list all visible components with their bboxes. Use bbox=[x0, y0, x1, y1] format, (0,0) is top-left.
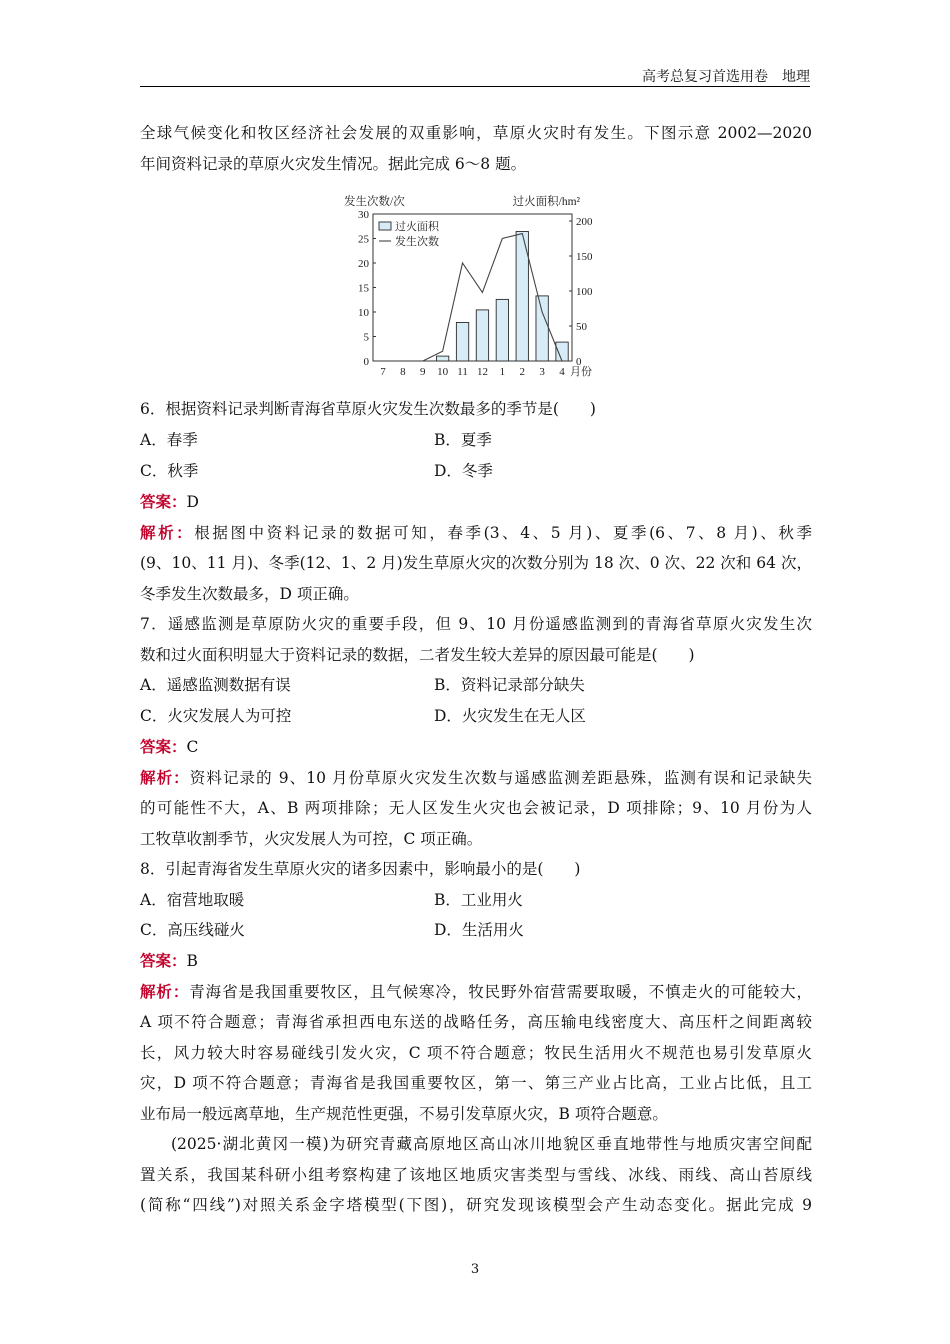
q8-solution bbox=[140, 946, 812, 1129]
q8-analysis-line: 长，风力较大时容易碰线引发火灾，C 项不符合题意；牧民生活用火不规范也易引发草原火 bbox=[140, 1043, 812, 1062]
q7-option-a[interactable]: A．遥感监测数据有误 bbox=[140, 676, 291, 694]
question-6 bbox=[140, 394, 812, 425]
area-bar bbox=[496, 299, 508, 361]
legend-area-label: 过火面积 bbox=[395, 221, 439, 233]
next-passage-line: 置关系，我国某科研小组考察构建了该地区地质灾害类型与雪线、冰线、雨线、高山苔原线 bbox=[140, 1165, 812, 1184]
q8-option-d[interactable]: D．生活用火 bbox=[434, 921, 524, 939]
x-tick-label: 12 bbox=[476, 366, 488, 378]
x-tick-label: 8 bbox=[400, 366, 406, 378]
q7-answer-label: 答案： bbox=[140, 737, 187, 756]
q7-analysis-line: 资料记录的 9、10 月份草原火灾发生次数与遥感监测差距悬殊，监测有误和记录缺失 bbox=[189, 768, 812, 787]
q7-answer: C bbox=[186, 738, 199, 756]
q7-analysis-line: 工牧草收割季节，火灾发展人为可控，C 项正确。 bbox=[140, 829, 483, 848]
left-axis-tick-label: 20 bbox=[358, 258, 369, 270]
q8-analysis-line: 业布局一般远离草地，生产规范性更强，不易引发草原火灾，B 项符合题意。 bbox=[140, 1104, 668, 1123]
q8-analysis-line: 青海省是我国重要牧区，且气候寒冷，牧民野外宿营需要取暖，不慎走火的可能较大， bbox=[189, 982, 812, 1001]
right-axis-tick-label: 0 bbox=[576, 356, 582, 368]
header-title: 高考总复习首选用卷 地理 bbox=[642, 69, 810, 85]
x-tick-label: 7 bbox=[380, 366, 386, 378]
q7-analysis-label: 解析： bbox=[140, 767, 190, 787]
intro-line: 全球气候变化和牧区经济社会发展的双重影响，草原火灾时有发生。下图示意 2002—2020 bbox=[140, 124, 812, 142]
q6-analysis-line: 冬季发生次数最多，D 项正确。 bbox=[140, 584, 359, 603]
right-axis-tick-label: 150 bbox=[576, 251, 593, 263]
q8-stem: 8．引起青海省发生草原火灾的诸多因素中，影响最小的是( ) bbox=[140, 860, 581, 878]
next-passage bbox=[140, 1129, 812, 1221]
q7-option-b[interactable]: B．资料记录部分缺失 bbox=[434, 676, 585, 694]
area-bar bbox=[436, 356, 448, 361]
q6-option-a[interactable]: A．春季 bbox=[140, 431, 198, 449]
left-axis-tick-label: 25 bbox=[358, 233, 369, 246]
intro-line: 年间资料记录的草原火灾发生情况。据此完成 6～8 题。 bbox=[140, 154, 527, 173]
q6-analysis-label: 解析： bbox=[140, 522, 195, 542]
x-tick-label: 1 bbox=[499, 366, 506, 378]
legend-count-label: 发生次数 bbox=[395, 236, 439, 248]
q8-analysis-line: 灾，D 项不符合题意；青海省是我国重要牧区，第一、第三产业占比高，工业占比低，且工 bbox=[140, 1074, 812, 1092]
left-axis-tick-label: 30 bbox=[358, 209, 369, 221]
right-axis-title: 过火面积/hm² bbox=[512, 196, 580, 208]
fire-chart bbox=[340, 188, 610, 384]
q8-analysis-line: A 项不符合题意；青海省承担西电东送的战略任务，高压输电线密度大、高压杆之间距离较 bbox=[140, 1013, 812, 1031]
left-axis-tick-label: 15 bbox=[358, 282, 369, 295]
q8-analysis-label: 解析： bbox=[140, 981, 190, 1001]
page-number: 3 bbox=[470, 1262, 480, 1277]
q6-solution bbox=[140, 487, 812, 609]
q8-option-c[interactable]: C．高压线碰火 bbox=[140, 921, 245, 939]
right-axis-tick-label: 50 bbox=[576, 321, 587, 333]
x-tick-label: 11 bbox=[457, 366, 468, 378]
q8-answer: B bbox=[186, 952, 198, 970]
x-tick-label: 2 bbox=[519, 366, 525, 378]
q6-answer: D bbox=[186, 493, 199, 511]
q6-answer-label: 答案： bbox=[140, 492, 187, 511]
left-axis-title: 发生次数/次 bbox=[344, 196, 405, 208]
q7-option-d[interactable]: D．火灾发生在无人区 bbox=[434, 707, 586, 725]
x-tick-label: 4 bbox=[559, 366, 565, 378]
left-axis-tick-label: 10 bbox=[358, 307, 369, 319]
q6-stem: 6．根据资料记录判断青海省草原火灾发生次数最多的季节是( ) bbox=[140, 400, 596, 418]
q7-solution bbox=[140, 732, 812, 854]
q6-analysis-line: (9、10、11 月)、冬季(12、1、2 月)发生草原火灾的次数分别为 18 次、0 次、22 次和 64 次， bbox=[140, 554, 812, 572]
right-axis-tick-label: 100 bbox=[576, 286, 593, 298]
q7-option-c[interactable]: C．火灾发展人为可控 bbox=[140, 707, 292, 725]
legend-area-swatch bbox=[379, 222, 391, 230]
q7-analysis-line: 的可能性不大，A、B 两项排除；无人区发生火灾也会被记录，D 项排除；9、10 月份为人 bbox=[140, 799, 812, 817]
q8-option-a[interactable]: A．宿营地取暖 bbox=[140, 891, 245, 909]
area-bar bbox=[476, 310, 488, 361]
x-tick-label: 3 bbox=[539, 366, 545, 378]
area-bar bbox=[456, 323, 468, 362]
intro-paragraph bbox=[140, 118, 812, 179]
q6-option-b[interactable]: B．夏季 bbox=[434, 431, 492, 449]
left-axis-tick-label: 5 bbox=[363, 331, 369, 344]
left-axis-tick-label: 0 bbox=[363, 356, 369, 368]
q6-analysis-line: 根据图中资料记录的数据可知，春季(3、4、5 月)、夏季(6、7、8 月)、秋季 bbox=[194, 523, 812, 542]
x-tick-label: 10 bbox=[437, 366, 449, 378]
next-passage-line: (2025·湖北黄冈一模)为研究青藏高原地区高山冰川地貌区垂直地带性与地质灾害空间配 bbox=[171, 1135, 812, 1153]
question-7 bbox=[140, 609, 812, 670]
page-header bbox=[140, 64, 810, 87]
q6-option-c[interactable]: C．秋季 bbox=[140, 462, 199, 480]
question-8 bbox=[140, 854, 812, 885]
x-axis-unit: 月份 bbox=[570, 366, 593, 378]
q7-stem: 7．遥感监测是草原防火灾的重要手段，但 9、10 月份遥感监测到的青海省草原火灾发生次 bbox=[140, 615, 812, 633]
q8-option-b[interactable]: B．工业用火 bbox=[434, 891, 523, 909]
right-axis-tick-label: 200 bbox=[576, 216, 593, 228]
q7-stem: 数和过火面积明显大于资料记录的数据，二者发生较大差异的原因最可能是( ) bbox=[140, 645, 695, 664]
next-passage-line: (简称“四线”)对照关系金字塔模型(下图)，研究发现该模型会产生动态变化。据此完成 9 bbox=[140, 1196, 812, 1214]
x-tick-label: 9 bbox=[420, 366, 426, 378]
q6-option-d[interactable]: D．冬季 bbox=[434, 462, 493, 480]
q8-answer-label: 答案： bbox=[140, 951, 187, 970]
area-bar bbox=[536, 296, 548, 361]
